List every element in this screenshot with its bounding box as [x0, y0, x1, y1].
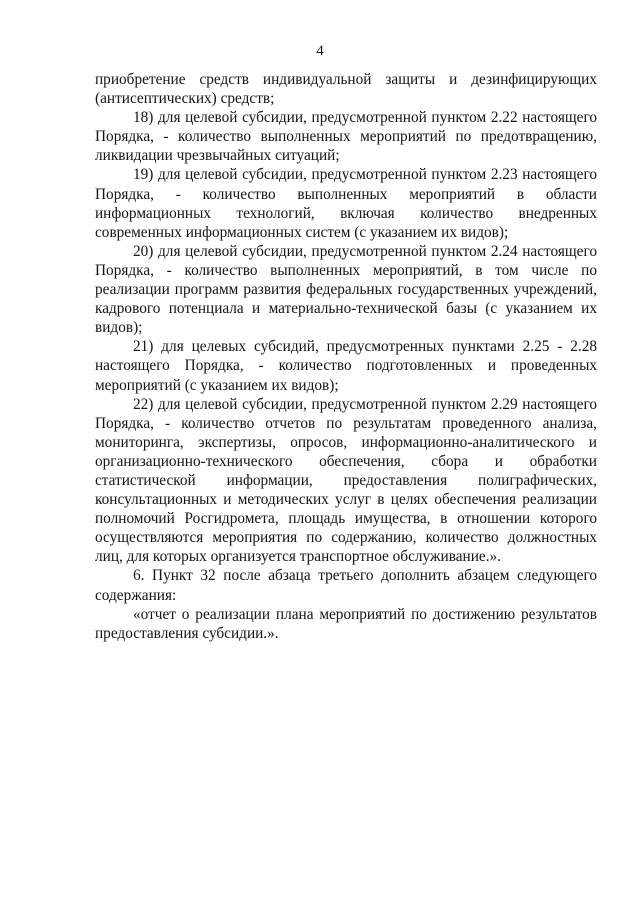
- page-number: 4: [316, 43, 324, 59]
- paragraph-continuation: приобретение средств индивидуальной защиты и дезинфицирующих (антисептических) средств;: [95, 71, 597, 108]
- paragraph-item-19: 19) для целевой субсидии, предусмотренной пунктом 2.23 настоящего Порядка, - количество выполненных мероприятий в области информационных технологий, включая количество внедренных современных информационных систем (с указанием их видов);: [95, 166, 597, 241]
- document-body: [95, 70, 597, 643]
- paragraph-item-21: 21) для целевых субсидий, предусмотренных пунктами 2.25 - 2.28 настоящего Порядка, - количество подготовленных и проведенных мероприятий (с указанием их видов);: [95, 338, 597, 394]
- paragraph-item-20: 20) для целевой субсидии, предусмотренной пунктом 2.24 настоящего Порядка, - количество выполненных мероприятий, в том числе по реализации программ развития федеральных государственных учреждений, кадрового потенциала и материально-технической базы (с указанием их видов);: [95, 242, 597, 337]
- paragraph-point-6: 6. Пункт 32 после абзаца третьего дополнить абзацем следующего содержания:: [95, 567, 597, 604]
- paragraph-item-18: 18) для целевой субсидии, предусмотренной пунктом 2.22 настоящего Порядка, - количество выполненных мероприятий по предотвращению, ликвидации чрезвычайных ситуаций;: [95, 109, 597, 165]
- paragraph-quoted-addition: «отчет о реализации плана мероприятий по достижению результатов предоставления субсидии.».: [95, 605, 597, 642]
- paragraph-item-22: 22) для целевой субсидии, предусмотренной пунктом 2.29 настоящего Порядка, - количество отчетов по результатам проведенного анализа, мониторинга, экспертизы, опросов, информационно-аналитического и организационно-технического обеспечения, сбора и обработки статистической информации, предоставления полиграфических, консультационных и методических услуг в целях обеспечения реализации полномочий Росгидромета, площадь имущества, в отношении которого осуществляются мероприятия по содержанию, количество должностных лиц, для которых организуется транспортное обслуживание.».: [95, 395, 597, 566]
